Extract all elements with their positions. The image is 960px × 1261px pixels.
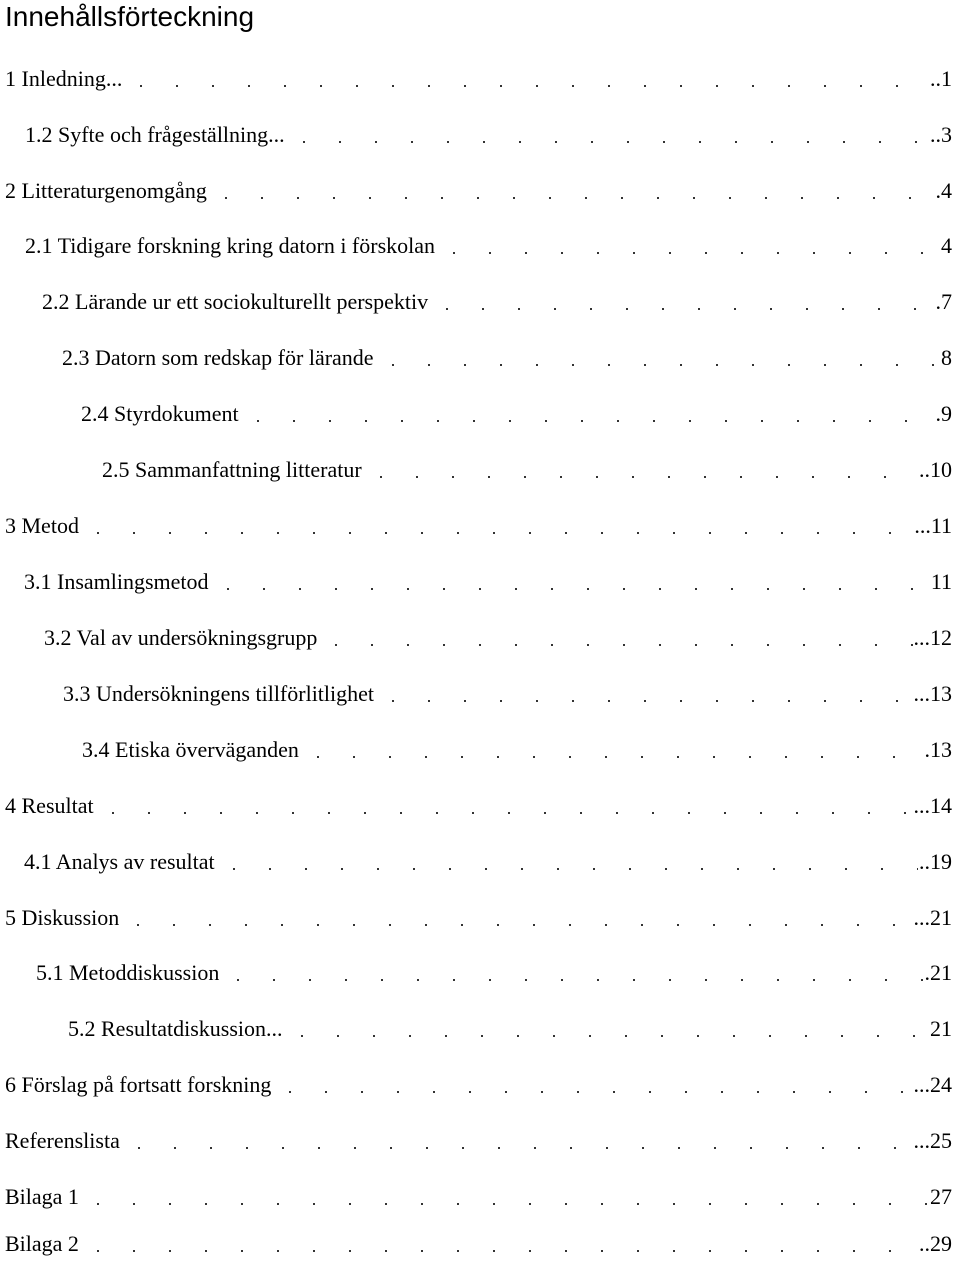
toc-entry-page: .21 <box>924 960 952 985</box>
toc-entry-label: 6 Förslag på fortsatt forskning <box>5 1072 272 1097</box>
toc-entry <box>36 957 952 989</box>
toc-entry <box>5 510 952 542</box>
page-title: Innehållsförteckning <box>5 1 255 32</box>
toc-entry-label: 1 Inledning... <box>5 66 123 91</box>
toc-dot-leader <box>375 364 940 366</box>
toc-entry <box>5 790 952 822</box>
toc-entry <box>5 63 952 95</box>
toc-entry-label: 5.1 Metoddiskussion <box>36 960 220 985</box>
toc-entry-page: ...21 <box>913 905 952 930</box>
toc-entry-label: 2.4 Styrdokument <box>81 401 239 426</box>
toc-entry <box>68 1013 952 1045</box>
toc-entry <box>5 1228 952 1260</box>
toc-entry-page: .9 <box>935 401 952 426</box>
toc-entry-page: .7 <box>935 289 952 314</box>
toc-entry-page: ...24 <box>913 1072 952 1097</box>
toc-dot-leader <box>318 644 912 646</box>
toc-entry-label: 3.3 Undersökningens tillförlitlighet <box>63 681 375 706</box>
toc-entry-label: 5 Diskussion <box>5 905 120 930</box>
toc-dot-leader <box>80 1203 929 1205</box>
toc-dot-leader <box>210 588 930 590</box>
toc-entry <box>63 678 952 710</box>
toc-entry-label: 5.2 Resultatdiskussion... <box>68 1016 283 1041</box>
toc-dot-leader <box>123 85 929 87</box>
toc-entry <box>5 902 952 934</box>
toc-dot-leader <box>95 812 913 814</box>
toc-entry <box>5 1181 952 1213</box>
toc-entry-page: 8 <box>941 345 952 370</box>
toc-entry-label: 2.5 Sammanfattning litteratur <box>102 457 362 482</box>
toc-entry <box>24 846 952 878</box>
toc-dot-leader <box>286 141 929 143</box>
toc-entry-page: .4 <box>935 178 952 203</box>
toc-entry-page: ...13 <box>913 681 952 706</box>
toc-entry-page: 11 <box>930 569 952 594</box>
toc-dot-leader <box>120 924 912 926</box>
toc-dot-leader <box>220 979 923 981</box>
toc-dot-leader <box>429 308 934 310</box>
toc-entry-page: 27 <box>930 1184 952 1209</box>
toc-entry <box>82 734 952 766</box>
toc-entry-page: ...14 <box>913 793 952 818</box>
toc-entry-label: 4 Resultat <box>5 793 94 818</box>
toc-entry <box>44 622 952 654</box>
toc-entry-label: 3.1 Insamlingsmetod <box>24 569 209 594</box>
toc-entry-label: Bilaga 1 <box>5 1184 79 1209</box>
toc-entry-page: 4 <box>941 233 952 258</box>
toc-entry-label: 2.2 Lärande ur ett sociokulturellt perspektiv <box>42 289 429 314</box>
toc-entry-page: ...12 <box>913 625 952 650</box>
toc-dot-leader <box>363 476 918 478</box>
toc-dot-leader <box>272 1091 912 1093</box>
toc-entry-label: Referenslista <box>5 1128 120 1153</box>
toc-entry-label: 2 Litteraturgenomgång <box>5 178 207 203</box>
toc-entry <box>25 230 952 262</box>
toc-dot-leader <box>80 532 913 534</box>
toc-entry-page: ...25 <box>913 1128 952 1153</box>
toc-dot-leader <box>375 700 912 702</box>
toc-dot-leader <box>300 756 924 758</box>
toc-entry <box>42 286 952 318</box>
toc-dot-leader <box>80 1250 918 1252</box>
toc-entry-page: ..29 <box>919 1231 952 1256</box>
toc-entry-label: 1.2 Syfte och frågeställning... <box>25 122 285 147</box>
toc-entry <box>5 1125 952 1157</box>
toc-dot-leader <box>436 252 940 254</box>
toc-entry-page: 21 <box>930 1016 952 1041</box>
toc-dot-leader <box>208 197 935 199</box>
toc-dot-leader <box>216 868 918 870</box>
toc-entry <box>25 119 952 151</box>
toc-entry-page: .13 <box>924 737 952 762</box>
toc-entry <box>5 1069 952 1101</box>
toc-entry-page: ..1 <box>930 66 952 91</box>
toc-entry-label: 2.3 Datorn som redskap för lärande <box>62 345 374 370</box>
toc-entry <box>62 342 952 374</box>
toc-entry-label: 3 Metod <box>5 513 79 538</box>
toc-entry-page: ...11 <box>914 513 952 538</box>
toc-entry-page: ..3 <box>930 122 952 147</box>
toc-entry <box>81 398 952 430</box>
toc-entry-label: 3.4 Etiska överväganden <box>82 737 299 762</box>
toc-entry-page: ..10 <box>919 457 952 482</box>
toc-dot-leader <box>284 1035 929 1037</box>
toc-entry <box>24 566 952 598</box>
toc-entry-page: ..19 <box>919 849 952 874</box>
toc-dot-leader <box>121 1147 913 1149</box>
toc-entry <box>5 175 952 207</box>
toc-entry-label: 2.1 Tidigare forskning kring datorn i förskolan <box>25 233 436 258</box>
toc-entry-label: 3.2 Val av undersökningsgrupp <box>44 625 318 650</box>
toc-dot-leader <box>240 420 935 422</box>
toc-entry-label: Bilaga 2 <box>5 1231 79 1256</box>
toc-entry-label: 4.1 Analys av resultat <box>24 849 215 874</box>
toc-entry <box>102 454 952 486</box>
